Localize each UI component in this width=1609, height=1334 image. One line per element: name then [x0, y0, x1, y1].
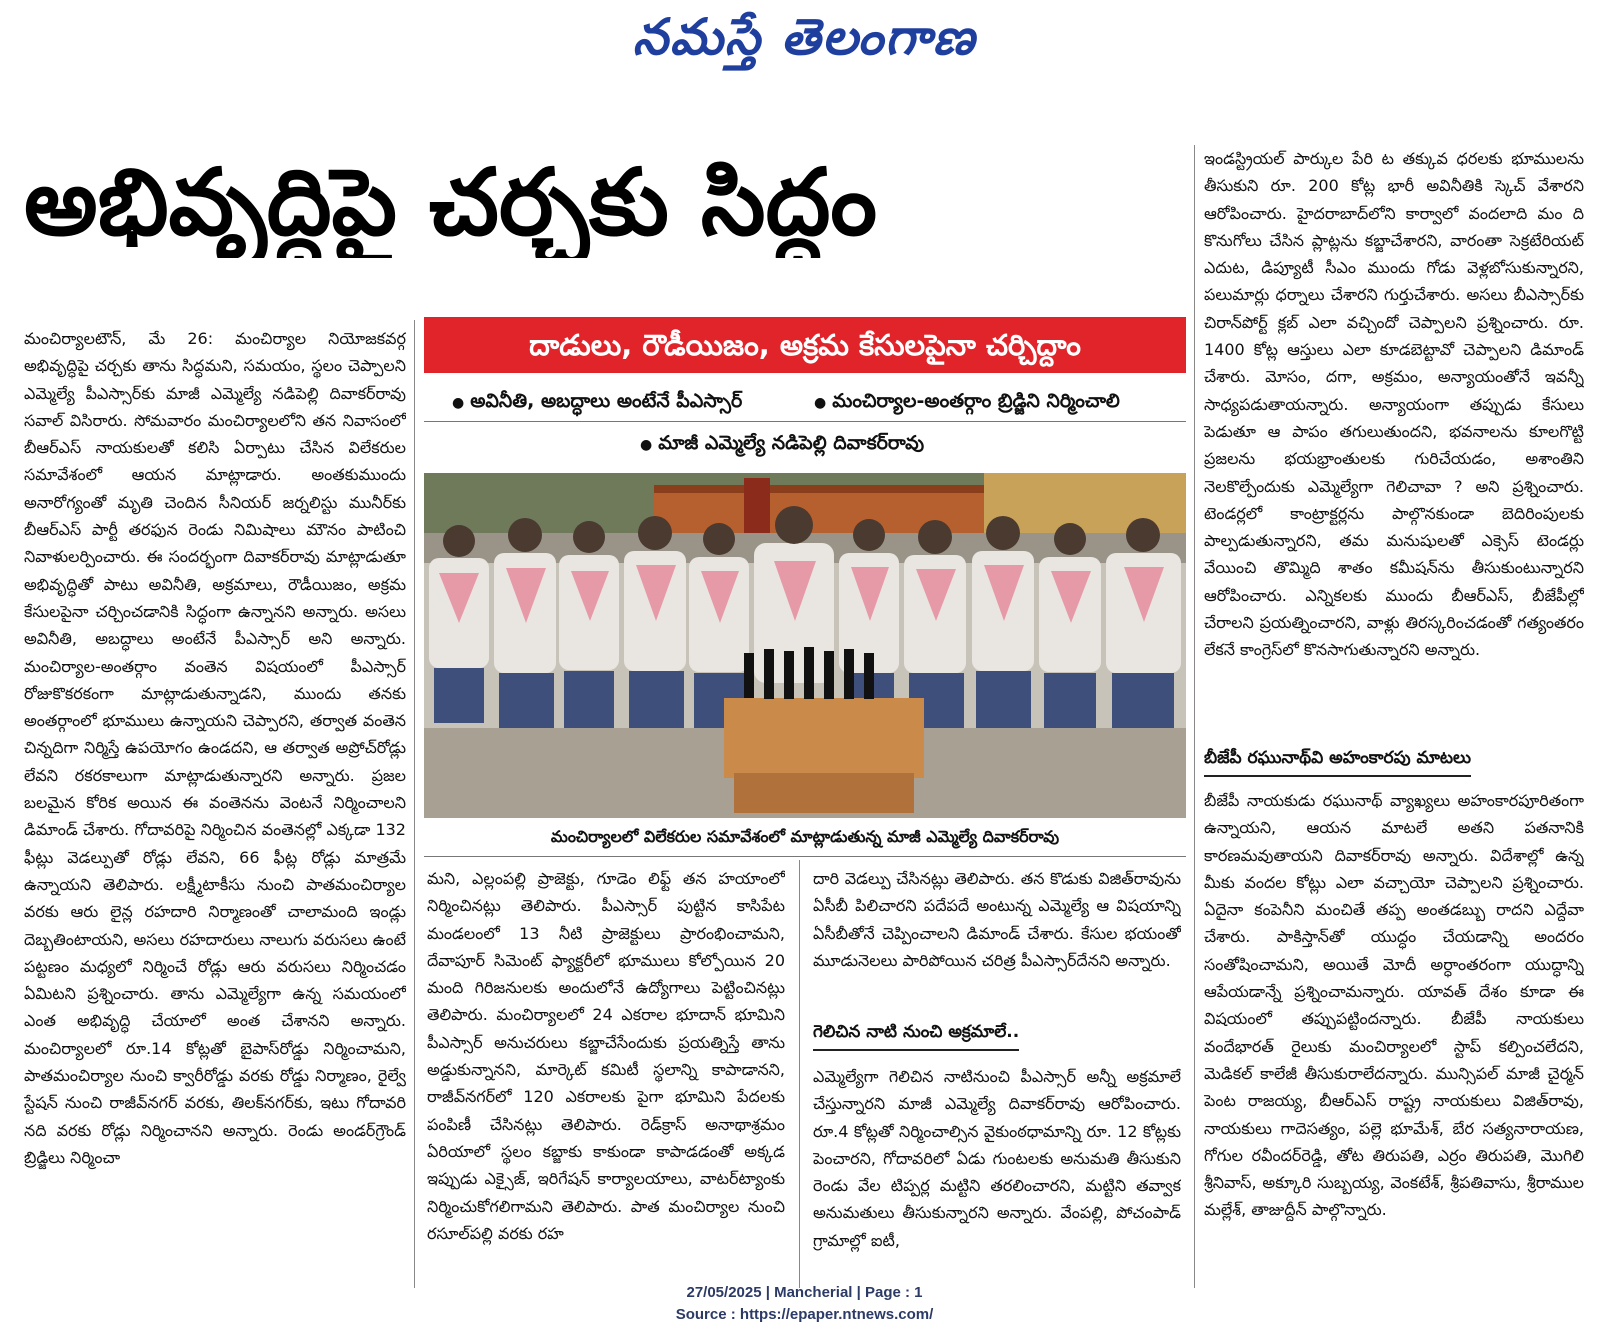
article-column-4-top [1204, 145, 1584, 741]
bullet-icon: ● [814, 395, 827, 411]
column-divider [799, 860, 800, 1288]
subheadline-banner: దాడులు, రౌడీయిజం, అక్రమ కేసులపైనా చర్చిద్దాం [424, 317, 1186, 373]
bullet-icon: ● [640, 437, 653, 453]
article-text: ఎమ్మెల్యేగా గెలిచిన నాటినుంచి పీఎస్సార్ అన్నీ అక్రమాలే చేస్తున్నారని మాజీ ఎమ్మెల్యే దివాకర్‌రావు ఆరోపించారు. రూ.4 కోట్లతో నిర్మించాల్సిన వైకుంఠధామాన్ని రూ. 12 కోట్లకు పెంచారని, గోదావరిలో ఏడు గుంటలకు అనుమతి తీసుకుని రెండు వేల టిప్పర్ల మట్టిని తరలించారని, మట్టిని తవ్వాక అనుమతులు తీసుకున్నారని అన్నారు. వేంపల్లి, పోచంపాడ్ గ్రామాల్లో ఐటీ, [813, 1067, 1181, 1250]
footer-edition-info: 27/05/2025 | Mancherial | Page : 1 [686, 1284, 923, 1301]
headline: అభివృద్ధిపై చర్చకు సిద్ధం [24, 149, 878, 256]
photo-caption: మంచిర్యాలలో విలేకరుల సమావేశంలో మాట్లాడుతున్న మాజీ ఎమ్మెల్యే దివాకర్‌రావు [550, 827, 1060, 846]
bullet-icon: ● [452, 395, 465, 411]
article-column-3-bottom [813, 1063, 1181, 1287]
bullet-point [640, 432, 924, 459]
bullet-text: అవినీతి, అబద్ధాలు అంటేనే పీఎస్సార్ [470, 390, 743, 412]
section-subhead: గెలిచిన నాటి నుంచి అక్రమాలే.. [813, 1022, 1019, 1051]
divider [424, 421, 1186, 422]
column-divider [414, 320, 415, 1288]
article-column-4-bottom [1204, 787, 1584, 1287]
article-text: ఇండస్ట్రియల్ పార్కుల పేరి ట తక్కువ ధరలకు భూములను తీసుకుని రూ. 200 కోట్ల భారీ అవినీతికి స్కెచ్ వేశారని ఆరోపించారు. హైదరాబాద్‌లోని కార్వాలో వందలాది మం ది కొనుగోలు చేసిన ప్లాట్లను కబ్జాచేశారని, వారంతా సెక్రటేరియట్ ఎదుట, డిప్యూటీ సీఎం ముందు గోడు వెళ్లబోసుకున్నారని, పలుమార్లు ధర్నాలు చేశారని గుర్తుచేశారు. అసలు బీఎస్సార్‌కు చిరాన్‌పోర్ట్ క్లబ్ ఎలా వచ్చిందో చెప్పాలని ప్రశ్నించారు. రూ. 1400 కోట్ల ఆస్తులు ఎలా కూడబెట్టావో చెప్పాలని డిమాండ్ చేశారు. మోసం, దగా, అక్రమం, అన్యాయంతోనే ఇవన్నీ సాధ్యపడుతాయన్నారు. అన్యాయంగా తప్పుడు కేసులు పెడుతూ ఆ పాపం తగులుతుందని, భవనాలను కూలగొట్టి ప్రజలను భయభ్రాంతులకు గురిచేయడం, అశాంతిని నెలకొల్పేందుకు ఎమ్మెల్యేగా గెలిచావా ? అని ప్రశ్నించారు. టెండర్లలో కాంట్రాక్టర్లను పాల్గొనకుండా బెదిరింపులకు పాల్పడుతున్నారని, తమ మనుషులతో ఎక్సెస్ టెండర్లు వేయించి తొమ్మిది శాతం కమీషన్‌ను తీసుకుంటున్నారని ఆరోపించారు. ఎన్నికలకు ముందు బీఆర్‌ఎస్, బీజేపీల్లో చేరాలని ప్రయత్నించారని, వాళ్లు తిరస్కరించడంతో గత్యంతరం లేకనే కాంగ్రెస్‌లో కొనసాగుతున్నారని అన్నారు. [1204, 149, 1584, 660]
bullet-text: మంచిర్యాల-అంతర్గాం బ్రిడ్జిని నిర్మించాలి [832, 390, 1120, 412]
article-text: బీజేపీ నాయకుడు రఘునాథ్ వ్యాఖ్యలు అహంకారపూరితంగా ఉన్నాయని, ఆయన మాటలే అతని పతనానికి కారణమవుతాయని దివాకర్‌రావు అన్నారు. విదేశాల్లో ఉన్న మీకు వందల కోట్లు ఎలా వచ్చాయో చెప్పాలని ప్రశ్నించారు. ఏదైనా కంపెనీని మంచితే తప్ప అంతడబ్బు రాదని ఎద్దేవా చేశారు. పాకిస్తాన్‌తో యుద్ధం చేయడాన్ని అందరం సంతోషించామని, అయితే మోదీ అర్ధాంతరంగా యుద్ధాన్ని ఆపేయడాన్నే ప్రశ్నించామన్నారు. యావత్ దేశం కూడా ఈ విషయంలో తప్పుపట్టిందన్నారు. బీజేపీ నాయకులు వందేభారత్ రైలుకు మంచిర్యాలలో స్టాప్ కల్పించలేదని, మెడికల్ కాలేజీ తీసుకురాలేదన్నారు. మున్సిపల్ మాజీ చైర్మన్ పెంట రాజయ్య, బీఆర్‌ఎస్ రాష్ట్ర నాయకులు విజిత్‌రావు, నాయకులు గాదెసత్యం, పల్లె భూమేశ్, బేర సత్యనారాయణ, గోగుల రవీందర్‌రెడ్డి, తోట తిరుపతి, ఎర్రం తిరుపతి, మొగిలి శ్రీనివాస్, అక్కూరి సుబ్బయ్య, వెంకటేశ్, శ్రీపతివాసు, శ్రీరాముల మల్లేశ్, తాజుద్దీన్ పాల్గొన్నారు. [1204, 791, 1584, 1220]
article-column-2 [427, 865, 785, 1287]
article-text: దారి వెడల్పు చేసినట్లు తెలిపారు. తన కొడుకు విజిత్‌రావును ఏసీబీ పిలిచారని పదేపదే అంటున్న ఎమ్మెల్యే ఆ విషయాన్ని ఏసీబీతోనే చెప్పించాలని డిమాండ్ చేశారు. కేసుల భయంతో మూడునెలలు పారిపోయిన చరిత్ర పీఎస్సార్‌దేనని అన్నారు. [813, 869, 1181, 970]
footer-source: Source : https://epaper.ntnews.com/ [675, 1306, 934, 1323]
article-column-1 [24, 325, 406, 1283]
article-column-3-top [813, 865, 1181, 1015]
section-subhead: బీజేపీ రఘునాథ్‌వి అహంకారపు మాటలు [1204, 748, 1471, 777]
bullet-point [814, 390, 1120, 417]
masthead-title: నమస్తే తెలంగాణ [632, 8, 977, 66]
photo-illustration [424, 473, 1186, 818]
column-divider [1194, 145, 1195, 1288]
bullet-text: మాజీ ఎమ్మెల్యే నడిపెల్లి దివాకర్‌రావు [658, 432, 925, 454]
divider [424, 856, 1186, 857]
bullet-point [452, 390, 742, 417]
press-meet-photo [424, 473, 1186, 818]
article-text: మని, ఎల్లంపల్లి ప్రాజెక్టు, గూడెం లిఫ్ట్ తన హయాంలో నిర్మించినట్లు తెలిపారు. పీఎస్సార్ పుట్టిన కాసిపేట మండలంలో 13 నీటి ప్రాజెక్టులు ప్రారంభించామని, దేవాపూర్ సిమెంట్ ఫ్యాక్టరీలో భూములు కోల్పోయిన 20 మంది గిరిజనులకు అందులోనే ఉద్యోగాలు పెట్టించినట్లు తెలిపారు. మంచిర్యాలలో 24 ఎకరాల భూదాన్ భూమిని పీఎస్సార్ అనుచరులు కబ్జాచేసేందుకు ప్రయత్నిస్తే తాను అడ్డుకున్నానని, మార్కెట్ కమిటీ స్థలాన్ని కాపాడానని, రాజీవ్‌నగర్‌లో 120 ఎకరాలకు పైగా భూమిని పేదలకు పంపిణీ చేసినట్లు తెలిపారు. రెడ్‌క్రాస్ అనాథాశ్రమం ఏరియాలో స్థలం కబ్జాకు కాకుండా కాపాడడంతో అక్కడ ఇప్పుడు ఎక్సైజ్, ఇరిగేషన్ కార్యాలయాలు, వాటర్‌ట్యాంకు నిర్మించుకోగలిగామని తెలిపారు. పాత మంచిర్యాల నుంచి రసూల్‌పల్లి వరకు రహ [427, 869, 785, 1243]
article-text: మంచిర్యాలటౌన్, మే 26: మంచిర్యాల నియోజకవర్గ అభివృద్ధిపై చర్చకు తాను సిద్ధమని, సమయం, స్థలం చెప్పాలని ఎమ్మెల్యే పీఎస్సార్‌కు మాజీ ఎమ్మెల్యే నడిపెల్లి దివాకర్‌రావు సవాల్ విసిరారు. సోమవారం మంచిర్యాలలోని తన నివాసంలో బీఆర్‌ఎస్ నాయకులతో కలిసి ఏర్పాటు చేసిన విలేకరుల సమావేశంలో ఆయన మాట్లాడారు. అంతకుముందు అనారోగ్యంతో మృతి చెందిన సీనియర్ జర్నలిస్టు మునీర్‌కు బీఆర్‌ఎస్ పార్టీ తరఫున రెండు నిమిషాలు మౌనం పాటించి నివాళులర్పించారు. ఈ సందర్భంగా దివాకర్‌రావు మాట్లాడుతూ అభివృద్ధితో పాటు అవినీతి, అక్రమాలు, రౌడీయిజం, అక్రమ కేసులపైనా చర్చించడానికి సిద్ధంగా ఉన్నానని అన్నారు. అసలు అవినీతి, అబద్ధాలు అంటేనే పీఎస్సార్ అని అన్నారు. మంచిర్యాల-అంతర్గాం వంతెన విషయంలో పీఎస్సార్ రోజుకొకరకంగా మాట్లాడుతున్నాడని, ముందు తనకు అంతర్గాంలో భూములు ఉన్నాయని చెప్పారని, తర్వాత వంతెన చిన్నదిగా నిర్మిస్తే ఉపయోగం ఉండదని, ఆ తర్వాత అప్రోచ్‌రోడ్లు లేవని రకరకాలుగా మాట్లాడుతున్నారని అన్నారు. ప్రజల బలమైన కోరిక అయిన ఈ వంతెనను వెంటనే నిర్మించాలని డిమాండ్ చేశారు. గోదావరిపై నిర్మించిన వంతెనల్లో ఎక్కడా 132 ఫీట్లు వెడల్పుతో రోడ్లు లేవని, 66 ఫీట్ల రోడ్లు మాత్రమే ఉన్నాయని తెలిపారు. లక్ష్మీటాకీసు నుంచి పాతమంచిర్యాల వరకు ఆరు లైన్ల రహదారి నిర్మాణంతో చాలామంది ఇండ్లు దెబ్బతింటాయని, అసలు రహదారులు నాలుగు వరుసలు ఉంటే పట్టణం మధ్యలో నిర్మించే రోడ్లు ఆరు వరుసలు నిర్మించడం ఏమిటని ప్రశ్నించారు. తాను ఎమ్మెల్యేగా ఉన్న సమయంలో ఎంత అభివృద్ధి చేయాలో అంత చేశానని అన్నారు. మంచిర్యాలలో రూ.14 కోట్లతో బైపాస్‌రోడ్డు నిర్మించామని, పాతమంచిర్యాల నుంచి క్వారీరోడ్డు వరకు రోడ్డు నిర్మాణం, రైల్వే స్టేషన్ నుంచి రాజీవ్‌నగర్ వరకు, తిలక్‌నగర్‌కు, ఇటు గోదావరి నది వరకు రోడ్లు నిర్మించానని అన్నారు. రెండు అండర్‌గ్రౌండ్ బ్రిడ్జిలు నిర్మించా [24, 329, 406, 1167]
